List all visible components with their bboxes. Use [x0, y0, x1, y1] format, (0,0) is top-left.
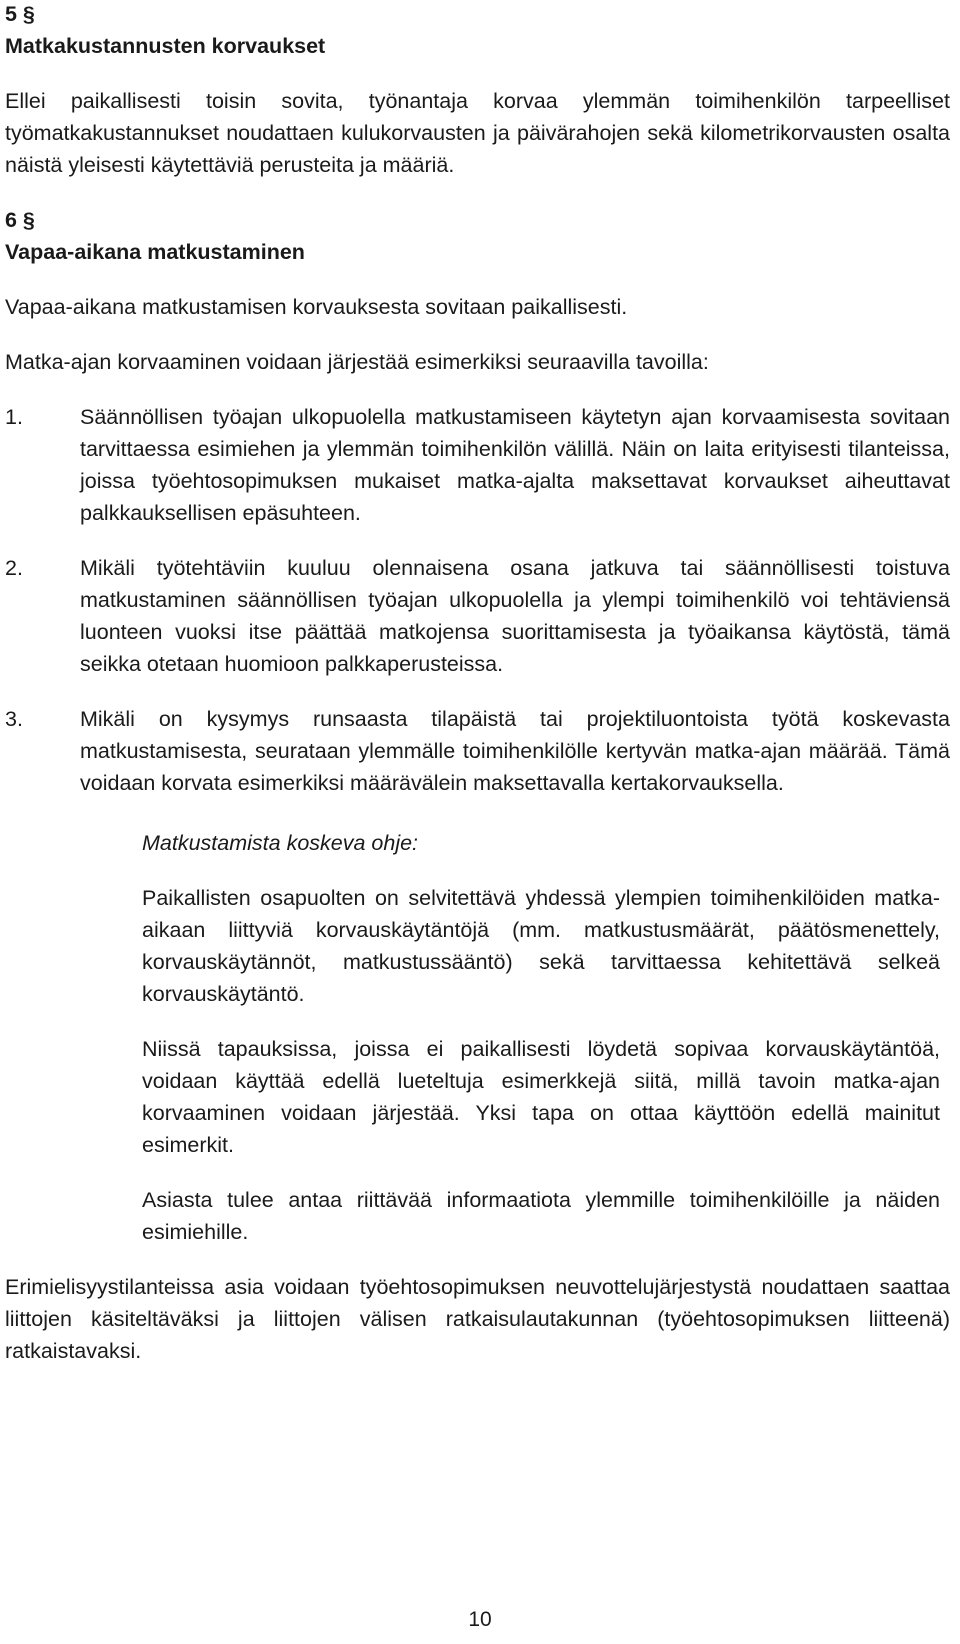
- list-item-text: Säännöllisen työajan ulkopuolella matkustamiseen käytetyn ajan korvaamisesta sovitaan tarvittaessa esimiehen ja ylemmän toimihenkilön välillä. Näin on laita erityisesti tilanteissa, joissa työehtosopimuksen mukaiset matka-ajalta maksettavat korvaukset aiheuttavat palkkauksellisen epäsuhteen.: [80, 405, 950, 525]
- section-5-number: 5 §: [5, 2, 35, 26]
- section-6-number: 6 §: [5, 208, 35, 232]
- section-6-title: Vapaa-aikana matkustaminen: [5, 240, 305, 264]
- guide-para-2: Niissä tapauksissa, joissa ei paikallisesti löydetä sopivaa korvauskäytäntöä, voidaan käyttää edellä lueteltuja esimerkkejä siitä, millä tavoin matka-ajan korvaaminen voidaan järjestää. Yksi tapa on ottaa käyttöön edellä mainitut esimerkit.: [142, 1037, 940, 1157]
- guide-title: Matkustamista koskeva ohje:: [142, 831, 419, 855]
- list-item-2: [5, 552, 950, 680]
- list-item-text: Mikäli on kysymys runsaasta tilapäistä tai projektiluontoista työtä koskevasta matkustamisesta, seurataan ylemmälle toimihenkilölle kertyvän matka-ajan määrää. Tämä voidaan korvata esimerkiksi määrävälein maksettavalla kertakorvauksella.: [80, 707, 950, 795]
- list-item-text: Mikäli työtehtäviin kuuluu olennaisena osana jatkuva tai säännöllisesti toistuva matkustaminen säännöllisen työajan ulkopuolella ja ylempi toimihenkilö voi tehtäviensä luonteen vuoksi itse päättää matkojensa suorittamisesta ja työaikansa käytöstä, tämä seikka otetaan huomioon palkkaperusteissa.: [80, 556, 950, 676]
- list-item-3: [5, 703, 950, 799]
- guide-para-3: Asiasta tulee antaa riittävää informaatiota ylemmille toimihenkilöille ja näiden esimiehille.: [142, 1188, 940, 1244]
- section-5-title: Matkakustannusten korvaukset: [5, 34, 326, 58]
- list-item-1: [5, 401, 950, 529]
- section-6-closing: Erimielisyystilanteissa asia voidaan työehtosopimuksen neuvottelujärjestystä noudattaen saattaa liittojen käsiteltäväksi ja liittojen välisen ratkaisulautakunnan (työehtosopimuksen liitteenä) ratkaistavaksi.: [5, 1275, 950, 1363]
- list-item-number: 3.: [5, 707, 23, 731]
- list-item-number: 1.: [5, 405, 23, 429]
- document-page: [5, 0, 950, 1367]
- section-6-para-2: Matka-ajan korvaaminen voidaan järjestää esimerkiksi seuraavilla tavoilla:: [5, 350, 709, 374]
- travel-guide-block: [5, 827, 950, 1248]
- list-item-number: 2.: [5, 556, 23, 580]
- page-number: 10: [468, 1608, 492, 1631]
- section-5-body: Ellei paikallisesti toisin sovita, työnantaja korvaa ylemmän toimihenkilön tarpeelliset työmatkakustannukset noudattaen kulukorvausten ja päivärahojen sekä kilometrikorvausten osalta näistä yleisesti käytettäviä perusteita ja määriä.: [5, 89, 950, 177]
- section-6-para-1: Vapaa-aikana matkustamisen korvauksesta sovitaan paikallisesti.: [5, 295, 628, 319]
- guide-para-1: Paikallisten osapuolten on selvitettävä yhdessä ylempien toimihenkilöiden matka-aikaan liittyviä korvauskäytäntöjä (mm. matkustusmäärät, päätösmenettely, korvauskäytännöt, matkustussääntö) sekä tarvittaessa kehitettävä selkeä korvauskäytäntö.: [142, 886, 940, 1006]
